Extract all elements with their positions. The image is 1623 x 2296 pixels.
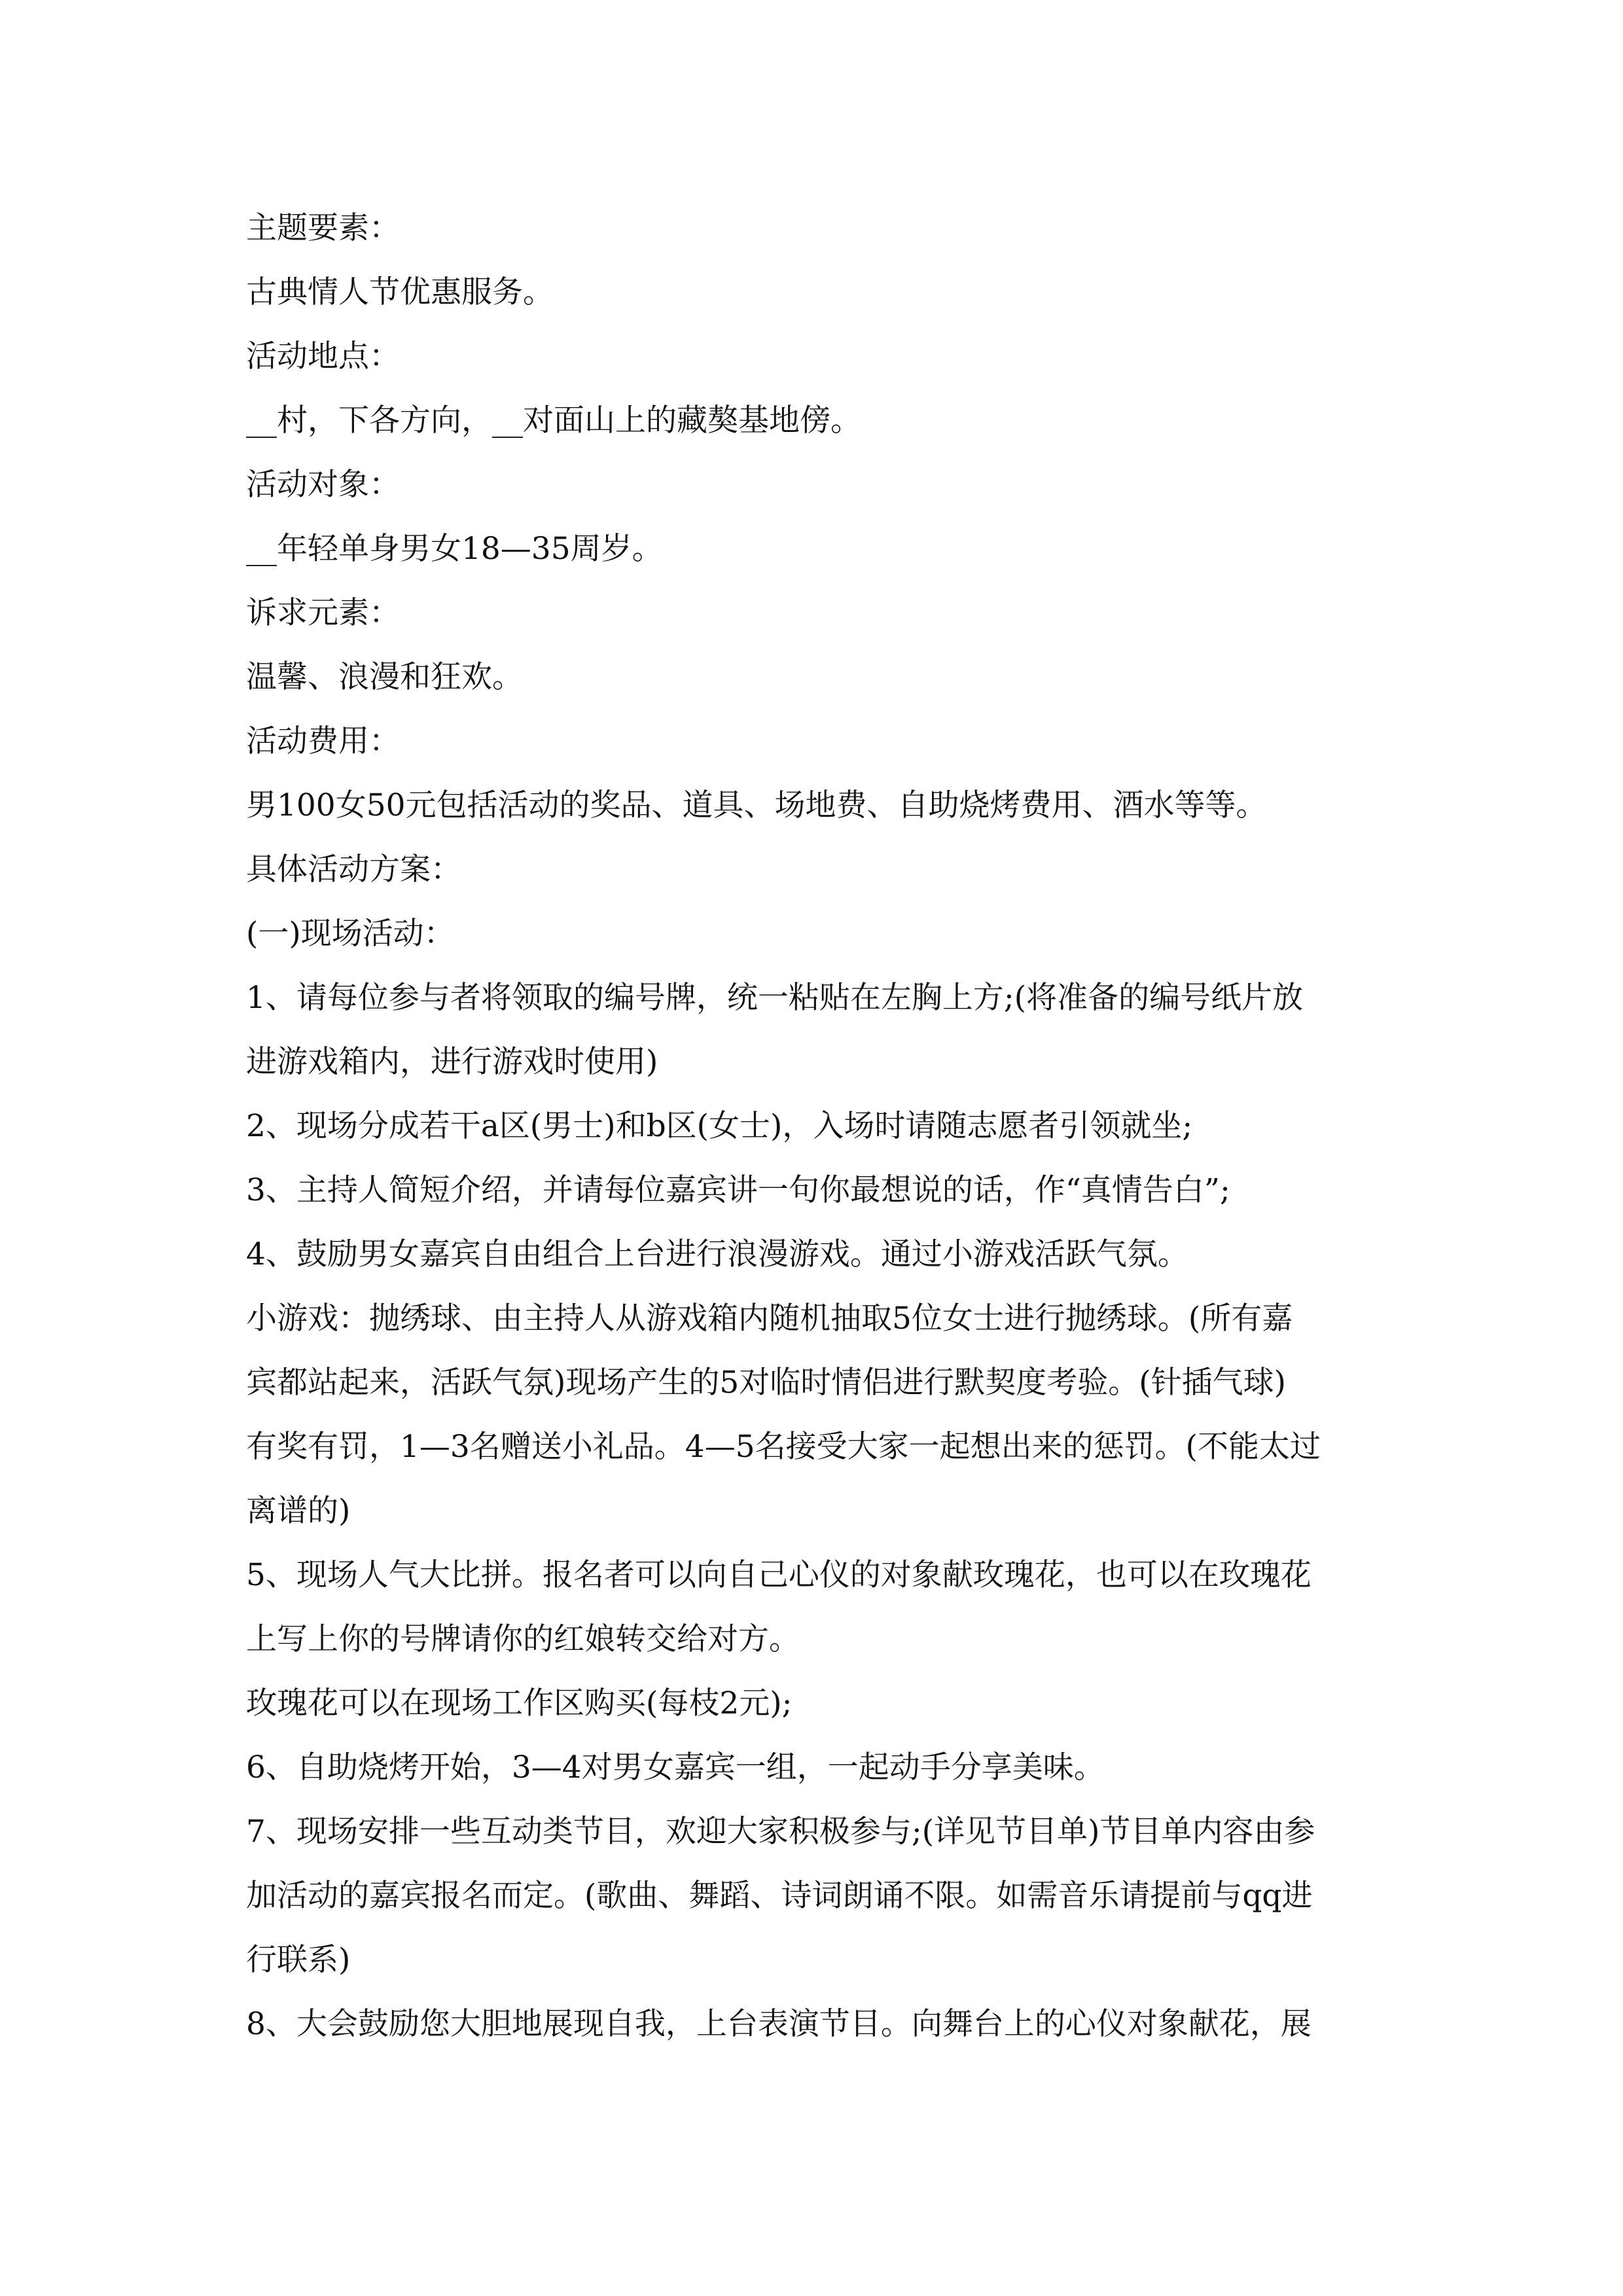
document-body xyxy=(246,196,1378,2056)
text-line: 4、鼓励男女嘉宾自由组合上台进行浪漫游戏。通过小游戏活跃气氛。 xyxy=(246,1236,1188,1272)
text-line: (一)现场活动： xyxy=(246,916,455,952)
text-line: 2、现场分成若干a区(男士)和b区(女士)，入场时请随志愿者引领就坐; xyxy=(246,1108,1193,1144)
text-line: 活动对象： xyxy=(246,467,400,503)
text-line: 5、现场人气大比拼。报名者可以向自己心仪的对象献玫瑰花，也可以在玫瑰花 xyxy=(246,1557,1311,1593)
text-line: 宾都站起来，活跃气氛)现场产生的5对临时情侣进行默契度考验。(针插气球) xyxy=(246,1365,1286,1401)
text-line: 温馨、浪漫和狂欢。 xyxy=(246,659,523,695)
text-line: 诉求元素： xyxy=(246,595,400,631)
text-line: 古典情人节优惠服务。 xyxy=(246,274,554,310)
text-line: __村，下各方向，__对面山上的藏獒基地傍。 xyxy=(246,403,861,439)
text-line: 1、请每位参与者将领取的编号牌，统一粘贴在左胸上方;(将准备的编号纸片放 xyxy=(246,980,1304,1016)
text-line: 7、现场安排一些互动类节目，欢迎大家积极参与;(详见节目单)节目单内容由参 xyxy=(246,1814,1315,1850)
text-line: 3、主持人简短介绍，并请每位嘉宾讲一句你最想说的话，作“真情告白”; xyxy=(246,1172,1230,1208)
text-line: 离谱的) xyxy=(246,1493,351,1529)
text-line: 活动费用： xyxy=(246,723,400,759)
text-line: 具体活动方案： xyxy=(246,852,461,888)
text-line: 上写上你的号牌请你的红娘转交给对方。 xyxy=(246,1621,800,1657)
text-line: 6、自助烧烤开始，3—4对男女嘉宾一组，一起动手分享美味。 xyxy=(246,1749,1105,1785)
text-line: 主题要素： xyxy=(246,210,400,246)
text-line: 小游戏：抛绣球、由主持人从游戏箱内随机抽取5位女士进行抛绣球。(所有嘉 xyxy=(246,1300,1293,1336)
text-line: 男100女50元包括活动的奖品、道具、场地费、自助烧烤费用、酒水等等。 xyxy=(246,787,1267,823)
text-line: 活动地点： xyxy=(246,338,400,374)
text-line: 加活动的嘉宾报名而定。(歌曲、舞蹈、诗词朗诵不限。如需音乐请提前与qq进 xyxy=(246,1878,1313,1914)
text-line: 玫瑰花可以在现场工作区购买(每枝2元); xyxy=(246,1685,793,1721)
text-line: __年轻单身男女18—35周岁。 xyxy=(246,531,663,567)
text-line: 行联系) xyxy=(246,1942,351,1978)
text-line: 进游戏箱内，进行游戏时使用) xyxy=(246,1044,658,1080)
text-line: 有奖有罚，1—3名赠送小礼品。4—5名接受大家一起想出来的惩罚。(不能太过 xyxy=(246,1429,1321,1465)
text-line: 8、大会鼓励您大胆地展现自我，上台表演节目。向舞台上的心仪对象献花，展 xyxy=(246,2006,1311,2042)
